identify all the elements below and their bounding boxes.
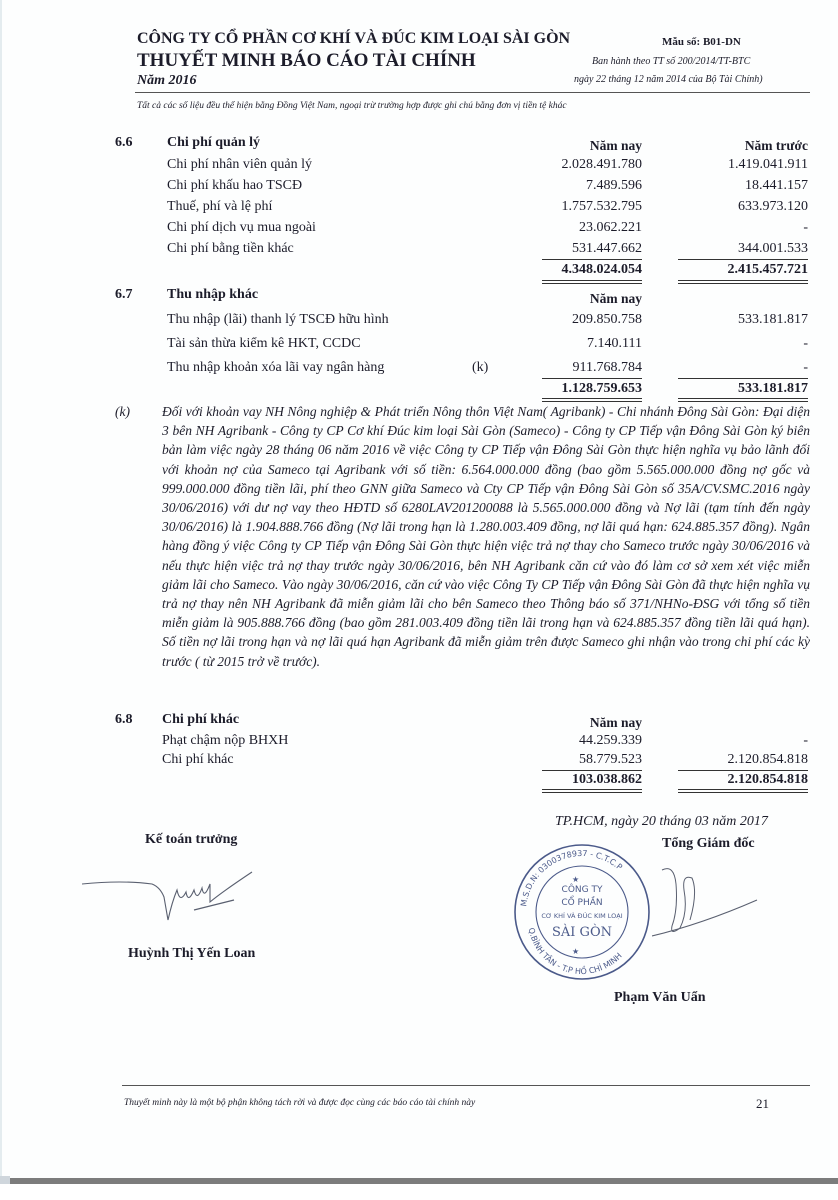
stamp-star-icon: ★	[572, 947, 580, 956]
section-number: 6.6	[115, 135, 133, 150]
chief-accountant-name: Huỳnh Thị Yến Loan	[128, 946, 256, 961]
row-current: 23.062.221	[579, 220, 642, 235]
total-double-rule	[678, 280, 808, 284]
total-prior: 2.415.457.721	[727, 262, 808, 277]
total-current: 1.128.759.653	[561, 381, 642, 396]
total-current: 103.038.862	[572, 772, 642, 787]
row-label: Tài sản thừa kiểm kê HKT, CCDC	[167, 336, 361, 351]
row-current: 911.768.784	[572, 360, 642, 375]
section-number: 6.7	[115, 287, 133, 302]
total-double-rule	[542, 280, 642, 284]
subtotal-rule	[678, 378, 808, 379]
stamp-line-4: SÀI GÒN	[552, 925, 612, 940]
chief-accountant-title: Kế toán trưởng	[145, 832, 238, 847]
column-header-prior-year: Năm trước	[744, 138, 808, 153]
row-current: 2.028.491.780	[561, 157, 642, 172]
subtotal-rule	[542, 770, 642, 771]
row-current: 7.489.596	[586, 178, 642, 193]
row-prior: 344.001.533	[738, 241, 808, 256]
stamp-star-icon: ★	[572, 875, 580, 884]
row-label: Chi phí bằng tiền khác	[167, 241, 294, 256]
total-current: 4.348.024.054	[561, 262, 642, 277]
row-current: 1.757.532.795	[561, 199, 642, 214]
row-label: Thu nhập khoản xóa lãi vay ngân hàng	[167, 360, 385, 375]
stamp-line-3: CƠ KHÍ VÀ ĐÚC KIM LOẠI	[541, 912, 623, 920]
note-k-paragraph	[162, 402, 810, 671]
row-prior: 533.181.817	[738, 312, 808, 327]
document-title: THUYẾT MINH BÁO CÁO TÀI CHÍNH	[137, 50, 476, 71]
row-label: Thuế, phí và lệ phí	[167, 199, 273, 214]
row-label: Chi phí khấu hao TSCĐ	[167, 178, 303, 193]
row-prior: -	[803, 336, 808, 351]
stamp-line-2: CỔ PHẦN	[561, 898, 603, 908]
column-header-current-year: Năm nay	[589, 291, 642, 306]
row-label: Chi phí nhân viên quản lý	[167, 157, 313, 172]
footer-rule	[122, 1085, 810, 1086]
currency-note: Tất cả các số liệu đều thể hiện bằng Đồng Việt Nam, ngoại trừ trường hợp được ghi chú bằng đơn vị tiền tệ khác	[137, 101, 567, 111]
note-k-text: Đối với khoản vay NH Nông nghiệp & Phát triển Nông thôn Việt Nam( Agribank) - Chi nhánh Đông Sài Gòn: Đại diện 3 bên NH Agribank - Công ty CP Cơ khí Đúc kim loại Sài Gòn (Sameco) - Công ty CP Tiếp vận Đông Sài Gòn ký biên bản làm việc ngày 28 tháng 06 năm 2016 về việc Công ty CP Tiếp vận Đông Sài Gòn thực hiện nghĩa vụ bảo lãnh đối với khoản nợ của Sameco tại Agribank với số tiền: 6.564.000.000 đồng (bao gồm 5.565.000.000 đồng nợ gốc và 999.000.000 đồng tiền lãi, phí theo GNN giữa Sameco và Cty CP Tiếp vận Đông Sài Gòn số 35A/CV.SMC.2016 ngày 30/06/2016) với dư nợ vay theo HĐTD số 6280LAV201200088 là 5.565.000.000 đồng và Nợ lãi (tạm tính đến ngày 30/06/2016) là 1.904.888.766 đồng (Nợ lãi trong hạn là 1.280.003.409 đồng, nợ lãi quá hạn: 624.885.357 đồng). Ngân hàng đồng ý việc Công ty CP Tiếp vận Đông Sài Gòn thực hiện việc trả nợ thay cho Sameco trước ngày 30/06/2016 và nếu thực hiện việc trả nợ thay trước ngày 30/06/2016, bên NH Agribank căn cứ vào đó làm cơ sở xem xét việc miễn giảm lãi cho Sameco. Vào ngày 30/06/2016, căn cứ vào việc Công Ty CP Tiếp vận Đông Sài Gòn đã thực hiện nghĩa vụ trả nợ thay nên NH Agribank đã miễn giảm lãi cho bên Sameco theo Thông báo số 371/NHNo-ĐSG với tổng số tiền miễn giảm là 905.888.766 đồng (bao gồm 281.003.409 đồng tiền lãi trong hạn và 624.885.357 đồng tiền lãi quá hạn). Số tiền nợ lãi trong hạn và nợ lãi quá hạn Agribank đã miễn giảm trên được Sameco ghi nhận vào trong chi phí các kỳ trước ( từ 2015 trở về trước).	[162, 404, 810, 669]
row-label: Thu nhập (lãi) thanh lý TSCĐ hữu hình	[167, 312, 389, 327]
total-double-rule	[678, 789, 808, 793]
row-prior: 633.973.120	[738, 199, 808, 214]
row-current: 531.447.662	[572, 241, 642, 256]
footer-note: Thuyết minh này là một bộ phận không tách rời và được đọc cùng các báo cáo tài chính này	[124, 1098, 476, 1108]
row-label: Chi phí dịch vụ mua ngoài	[167, 220, 316, 235]
note-reference: (k)	[472, 360, 489, 375]
issued-by-line-2: ngày 22 tháng 12 năm 2014 của Bộ Tài Chính)	[574, 74, 763, 85]
subtotal-rule	[678, 259, 808, 260]
signing-date: TP.HCM, ngày 20 tháng 03 năm 2017	[555, 814, 768, 829]
row-label: Phạt chậm nộp BHXH	[162, 733, 289, 748]
row-prior: 1.419.041.911	[728, 157, 808, 172]
page-number: 21	[756, 1096, 769, 1111]
general-director-signature	[652, 860, 762, 940]
total-double-rule	[542, 789, 642, 793]
issued-by-line-1: Ban hành theo TT số 200/2014/TT-BTC	[592, 56, 751, 67]
subtotal-rule	[542, 259, 642, 260]
column-header-current-year: Năm nay	[589, 715, 642, 730]
row-prior: -	[803, 733, 808, 748]
section-title: Chi phí khác	[162, 712, 240, 727]
column-header-current-year: Năm nay	[589, 138, 642, 153]
scrollbar-handle[interactable]	[0, 1176, 10, 1184]
row-current: 58.779.523	[579, 752, 642, 767]
note-k-mark: (k)	[115, 404, 130, 419]
row-label: Chi phí khác	[162, 752, 234, 767]
row-prior: -	[803, 360, 808, 375]
row-prior: 2.120.854.818	[727, 752, 808, 767]
chief-accountant-signature	[82, 862, 282, 932]
section-title: Chi phí quản lý	[167, 135, 260, 150]
row-prior: -	[803, 220, 808, 235]
total-prior: 533.181.817	[738, 381, 808, 396]
row-current: 44.259.339	[579, 733, 642, 748]
company-name: CÔNG TY CỔ PHẦN CƠ KHÍ VÀ ĐÚC KIM LOẠI SÀI GÒN	[137, 30, 571, 47]
row-current: 7.140.111	[587, 336, 642, 351]
stamp-ring-top: M.S.D.N: 0300378937 - C.T.C.P	[519, 848, 624, 908]
form-number: Mẫu số: B01-DN	[662, 36, 741, 48]
general-director-title: Tổng Giám đốc	[662, 836, 755, 851]
row-prior: 18.441.157	[745, 178, 808, 193]
stamp-ring-bottom: Q.BÌNH TÂN - T.P HỒ CHÍ MINH	[526, 926, 624, 977]
total-prior: 2.120.854.818	[727, 772, 808, 787]
row-current: 209.850.758	[572, 312, 642, 327]
stamp-line-1: CÔNG TY	[561, 885, 603, 895]
report-year: Năm 2016	[137, 73, 197, 88]
horizontal-scrollbar[interactable]	[0, 1178, 838, 1184]
section-title: Thu nhập khác	[167, 287, 259, 302]
subtotal-rule	[678, 770, 808, 771]
company-stamp	[512, 842, 652, 982]
section-number: 6.8	[115, 712, 133, 727]
subtotal-rule	[542, 378, 642, 379]
general-director-name: Phạm Văn Uẩn	[614, 990, 706, 1005]
header-rule	[135, 92, 810, 93]
